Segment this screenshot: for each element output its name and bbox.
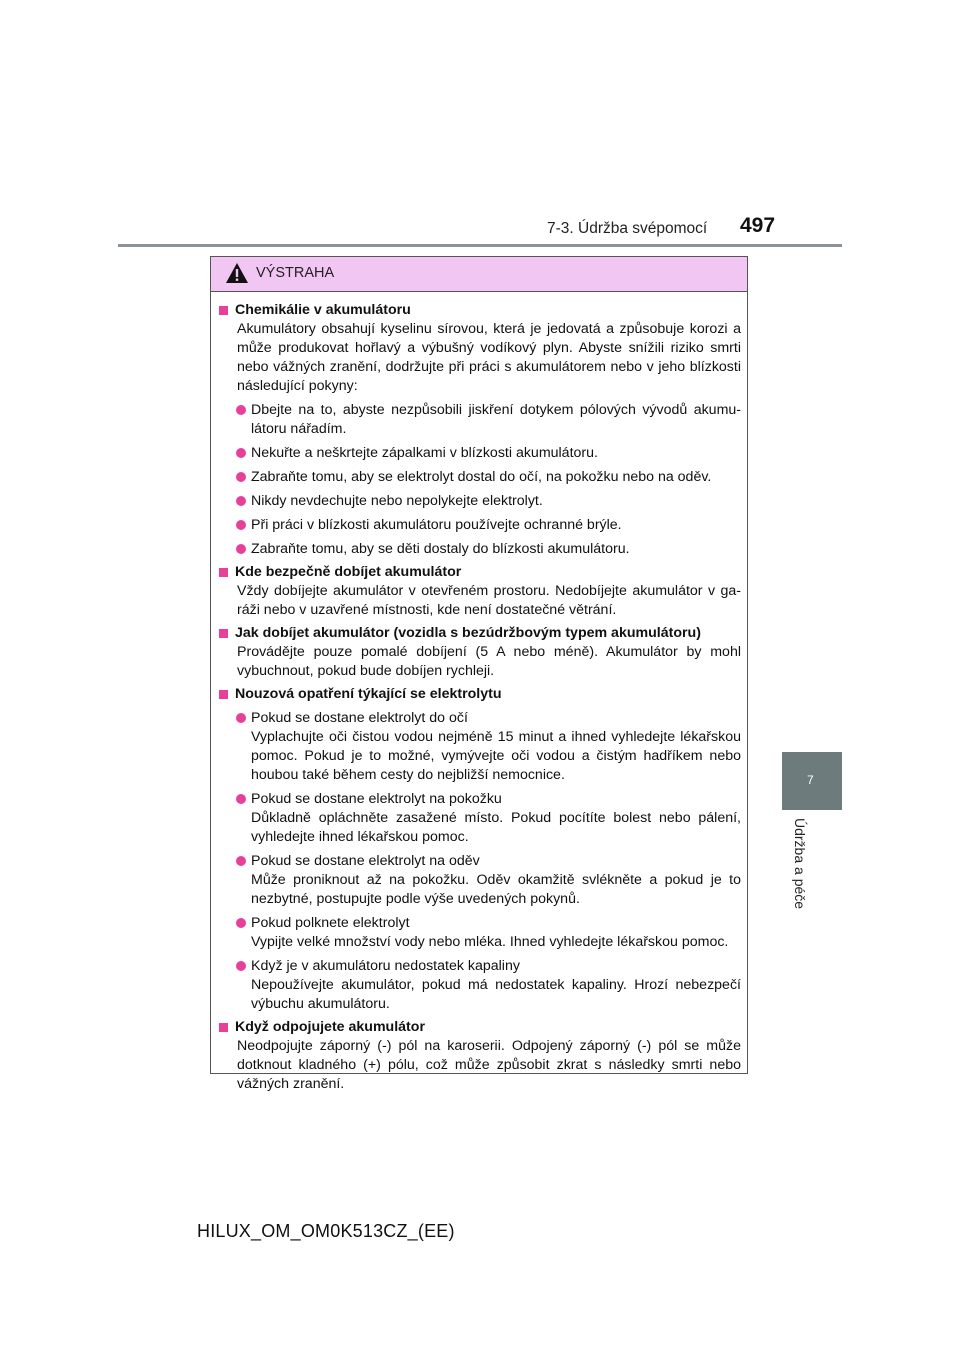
- round-bullet-icon: [236, 961, 246, 971]
- section-text: Neodpojujte záporný (-) pól na karoserii. Odpojený záporný (-) pól se může dotknout kladného (+) pólu, což může způsobit zkrat s následky smrti nebo vážných zranění.: [237, 1038, 741, 1092]
- list-item-detail: Může proniknout až na pokožku. Oděv okamžitě svlékněte a pokud je to nezbytné, postupujte podle výše uvedených pokynů.: [251, 872, 741, 907]
- section-heading-text: Když odpojujete akumulátor: [235, 1019, 425, 1035]
- round-bullet-icon: [236, 794, 246, 804]
- list-item-text: Při práci v blízkosti akumulátoru používejte ochranné brýle.: [251, 517, 622, 533]
- chapter-number: 7: [807, 773, 814, 787]
- round-bullet-icon: [236, 496, 246, 506]
- round-bullet-icon: [236, 448, 246, 458]
- square-bullet-icon: [219, 690, 228, 699]
- page-number: 497: [740, 214, 776, 237]
- section-text: Vždy dobíjejte akumulátor v otevřeném prostoru. Nedobíjejte akumulátor v ga-ráži nebo v uzavřené místnosti, kde není dostatečné větrání.: [237, 583, 741, 618]
- list-item-text: Zabraňte tomu, aby se elektrolyt dostal do očí, na pokožku nebo na oděv.: [251, 469, 712, 485]
- square-bullet-icon: [219, 629, 228, 638]
- document-code: HILUX_OM_OM0K513CZ_(EE): [197, 1221, 455, 1241]
- warning-body: [211, 292, 747, 1094]
- square-bullet-icon: [219, 1023, 228, 1032]
- list-item-title: Když je v akumulátoru nedostatek kapaliny: [251, 958, 520, 974]
- list-item: [218, 852, 741, 909]
- list-item-title: Pokud se dostane elektrolyt na oděv: [251, 853, 480, 869]
- header-divider: [118, 244, 842, 247]
- list-item: [218, 516, 741, 535]
- list-item-detail: Důkladně opláchněte zasažené místo. Pokud pocítíte bolest nebo pálení, vyhledejte ihned lékařskou pomoc.: [251, 810, 741, 845]
- square-bullet-icon: [219, 568, 228, 577]
- section-heading-text: Kde bezpečně dobíjet akumulátor: [235, 564, 462, 580]
- round-bullet-icon: [236, 472, 246, 482]
- list-item-detail: Vypijte velké množství vody nebo mléka. Ihned vyhledejte lékařskou pomoc.: [251, 934, 729, 950]
- list-item: [218, 914, 741, 952]
- square-bullet-icon: [219, 306, 228, 315]
- section-text: Provádějte pouze pomalé dobíjení (5 A nebo méně). Akumulátor by mohl vybuchnout, pokud bude dobíjen rychleji.: [237, 644, 741, 679]
- section-heading: [218, 685, 741, 704]
- section-heading-text: Chemikálie v akumulátoru: [235, 302, 411, 318]
- warning-box: [210, 256, 748, 1092]
- list-item: [218, 790, 741, 847]
- list-item-text: Dbejte na to, abyste nezpůsobili jiskření dotykem pólových vývodů akumu-látoru nářadím.: [251, 402, 741, 437]
- round-bullet-icon: [236, 918, 246, 928]
- list-item: [218, 709, 741, 785]
- round-bullet-icon: [236, 520, 246, 530]
- list-item: [218, 540, 741, 559]
- list-item: [218, 401, 741, 439]
- chapter-tab: [782, 752, 842, 810]
- list-item-title: Pokud se dostane elektrolyt na pokožku: [251, 791, 502, 807]
- list-item-title: Pokud polknete elektrolyt: [251, 915, 410, 931]
- section-title: 7-3. Údržba svépomocí: [547, 220, 708, 237]
- section-text: Akumulátory obsahují kyselinu sírovou, která je jedovatá a způsobuje korozi a může produkovat hořlavý a výbušný vodíkový plyn. Abyste snížili riziko smrti nebo vážných zranění, dodržujte při práci s akumulátorem nebo v jeho blízkosti následující pokyny:: [237, 321, 741, 394]
- list-item: [218, 444, 741, 463]
- list-item-text: Zabraňte tomu, aby se děti dostaly do blízkosti akumulátoru.: [251, 541, 630, 557]
- list-item-text: Nikdy nevdechujte nebo nepolykejte elektrolyt.: [251, 493, 543, 509]
- list-item: [218, 957, 741, 1014]
- list-item-title: Pokud se dostane elektrolyt do očí: [251, 710, 468, 726]
- round-bullet-icon: [236, 544, 246, 554]
- section-heading: [218, 563, 741, 582]
- section-heading: [218, 1018, 741, 1037]
- warning-title: VÝSTRAHA: [256, 265, 335, 281]
- round-bullet-icon: [236, 856, 246, 866]
- warning-triangle-icon: [225, 262, 249, 289]
- section-heading: [218, 301, 741, 320]
- section-heading: [218, 624, 741, 643]
- warning-header: [211, 257, 747, 292]
- chapter-label: Údržba a péče: [792, 818, 808, 910]
- list-item: [218, 492, 741, 511]
- list-item: [218, 468, 741, 487]
- round-bullet-icon: [236, 405, 246, 415]
- section-heading-text: Nouzová opatření týkající se elektrolytu: [235, 686, 502, 702]
- section-heading-text: Jak dobíjet akumulátor (vozidla s bezúdržbovým typem akumulátoru): [235, 625, 701, 641]
- round-bullet-icon: [236, 713, 246, 723]
- list-item-text: Nekuřte a neškrtejte zápalkami v blízkosti akumulátoru.: [251, 445, 598, 461]
- list-item-detail: Vyplachujte oči čistou vodou nejméně 15 minut a ihned vyhledejte lékařskou pomoc. Pokud je to možné, vymývejte oči vodou a čistým hadříkem nebo houbou také během cesty do nejbližší nemocnice.: [251, 729, 741, 783]
- list-item-detail: Nepoužívejte akumulátor, pokud má nedostatek kapaliny. Hrozí nebezpečí výbuchu akumulátoru.: [251, 977, 741, 1012]
